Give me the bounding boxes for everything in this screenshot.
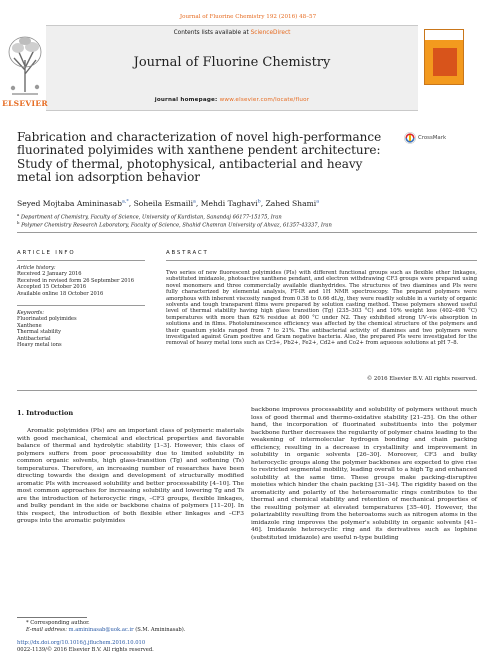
history-line: Received 2 January 2016 xyxy=(17,271,82,278)
author-affiliation-mark[interactable]: a,* xyxy=(121,199,129,205)
divider xyxy=(17,260,145,261)
divider xyxy=(17,390,477,391)
history-line: Accepted 15 October 2016 xyxy=(17,284,87,291)
affiliation-b xyxy=(17,220,477,229)
keywords-heading: Keywords: xyxy=(17,310,45,316)
crossmark-icon[interactable] xyxy=(404,132,416,144)
footnote-label: Corresponding author. xyxy=(30,620,90,626)
affiliation-mark: b xyxy=(17,220,20,225)
history-heading: Article history: xyxy=(17,265,56,271)
footnote-mark: * xyxy=(26,620,29,626)
author-list xyxy=(17,199,477,208)
cover-artwork xyxy=(433,48,457,76)
crossmark-label[interactable]: CrossMark xyxy=(418,135,447,141)
author-name[interactable]: Zahed Shami xyxy=(265,199,317,208)
author-affiliation-mark[interactable]: b xyxy=(257,199,261,205)
keyword: Xanthene xyxy=(17,322,42,329)
article-info-heading: ARTICLE INFO xyxy=(17,250,76,256)
contents-prefix: Contents lists available at xyxy=(173,30,251,36)
affiliation-mark: a xyxy=(17,212,20,217)
email-link[interactable]: m.amininasab@uok.ac.ir xyxy=(68,626,134,633)
journal-reference[interactable]: Journal of Fluorine Chemistry 192 (2016) 48–57 xyxy=(179,14,317,20)
abstract-text: Two series of new fluorescent polyimides (PIs) with different functional groups such as flexible ether linkages, substituted imidazole, photoactive xanthene pendant, and electron withdrawing CF3 groups were prepared using novel monomers and three commercially available dianhydrides. The structures of two diamines and PIs were fully characterized by elemental analysis, FT-IR and 1H NMR spectroscopy. The prepared polymers were amorphous with inherent viscosity ranged from 0.38 to 0.66 dL/g, they were readily soluble in a variety of organic solvents and tough transparent films were prepared by solution casting method. These polymers showed useful level of thermal stability having high glass transition (Tg) (235–303 °C) and 10% weight loss (402–498 °C) temperatures with more than 62% residue at 800 °C under N2. They exhibited strong UV–vis absorption in solutions and in films. Photoluminescence efficiency was affected by the chemical structure of the polymers and their quantum yields ranged from 7 to 21%. The antibacterial activity of diamines and two polymers were investigated against Gram positive and Gram negative bacteria. Also, the prepared PIs were investigated for the removal of heavy metal ions such as Cr3+, Pb2+, Fe2+, Cd2+ and Co2+ from aqueous solutions at pH 7–8. xyxy=(166,270,477,347)
copyright-notice: © 2016 Elsevier B.V. All rights reserved. xyxy=(366,376,477,382)
issn-line: 0022-1139/© 2016 Elsevier B.V. All rights reserved. xyxy=(17,647,154,653)
body-column-left: Aromatic polyimides (PIs) are an important class of polymeric materials with good mechanical, chemical and electrical properties and favorable balance of thermal and hydrolytic stability [1–3]. However, this class of polymers suffers from poor processability due to limited solubility in common organic solvents, high glass-transition (Tg) and softening (Ts) temperatures. Therefore, an increasing number of researches have been directing towards the design and development of structurally modified aromatic PIs with increased solubility and better processability [4–10]. The most common approaches for increasing solubility and lowering Tg and Ts are the introduction of heterocyclic rings, –CF3 groups, flexible linkages, and bulky pendant in the side or backbone chains of polymers [11–20]. In this respect, the introduction of both flexible ether linkages and –CF3 groups into the aromatic polyimides xyxy=(17,428,244,524)
author-separator: , xyxy=(128,199,134,208)
cover-band xyxy=(425,30,463,40)
author-affiliation-mark[interactable]: a xyxy=(316,199,320,205)
doi-link[interactable]: http://dx.doi.org/10.1016/j.jfluchem.2016.10.010 xyxy=(17,640,146,646)
abstract-heading: ABSTRACT xyxy=(166,250,209,256)
publisher-name: ELSEVIER xyxy=(2,99,48,108)
affiliation-text: Department of Chemistry, Faculty of Science, University of Kurdistan, Sanandaj 66177-15175, Iran xyxy=(20,214,282,221)
author-affiliation-mark[interactable]: a xyxy=(193,199,196,205)
footnote-divider xyxy=(17,617,87,618)
journal-cover-image[interactable] xyxy=(424,29,464,85)
journal-homepage xyxy=(46,97,418,103)
keyword: Fluorinated polyimides xyxy=(17,316,77,323)
contents-line xyxy=(46,30,418,36)
elsevier-tree-logo xyxy=(4,30,46,100)
author-name[interactable]: Mehdi Taghavi xyxy=(200,199,258,208)
divider xyxy=(17,232,477,233)
email-label: E-mail address: xyxy=(26,626,69,633)
article-history xyxy=(17,265,147,297)
keyword: Antibacterial xyxy=(17,335,51,342)
email-suffix: (S.M. Amininasab). xyxy=(133,626,186,633)
author-name[interactable]: Soheila Esmaili xyxy=(133,199,194,208)
homepage-prefix: journal homepage: xyxy=(154,97,220,103)
author-separator: , xyxy=(195,199,201,208)
article-title: Fabrication and characterization of novel high-performance fluorinated polyimides with xanthene pendent architecture: Study of thermal, photophysical, antibacterial and heavy metal ion adsorption behavior xyxy=(17,130,382,185)
journal-title[interactable]: Journal of Fluorine Chemistry xyxy=(133,55,331,70)
keywords xyxy=(17,310,147,348)
author-name[interactable]: Seyed Mojtaba Amininasab xyxy=(17,199,122,208)
sciencedirect-link[interactable]: ScienceDirect xyxy=(250,30,291,36)
history-line: Received in revised form 26 September 2016 xyxy=(17,277,134,284)
history-line: Available online 18 October 2016 xyxy=(17,290,104,297)
divider xyxy=(17,305,145,306)
keyword: Thermal stability xyxy=(17,329,62,336)
affiliation-text: Polymer Chemistry Research Laboratory, Faculty of Science, Shahid Chamran University of Ahvaz, 61357-43337, Iran xyxy=(21,222,332,229)
body-column-right: backbone improves processability and solubility of polymers without much loss of good thermal and thermo-oxidative stability [21–25]. On the other hand, the incorporation of fluorinated substituents into the polymer backbone further decreases the regularity of polymer chains leading to the weakening of intermolecular hydrogen bonding and chain packing efficiency, resulting in a decrease in crystallinity and improvement in solubility in organic solvents [26–30]. Moreover, CF3 and bulky heterocyclic groups along the polymer backbones are expected to give rise to restricted segmental mobility, leading overall to a high Tg and enhanced solubility at the same time. These groups make packing-disruptive moieties which hinder the chain packing [31–34]. The rigidity based on the aromaticity and polarity of the heteroaromatic rings contributes to the thermal and chemical stability and retention of mechanical properties of the resulting polymer at elevated temperatures [35–40]. However, the polarizability resulting from the heteroatoms such as nitrogen atoms in the imidazole ring improves the polymer's solubility in organic solvents [41–46]. Imidazole heterocyclic ring and its derivatives such as lophine (substituted imidazole) are useful n-type building xyxy=(251,407,477,541)
divider xyxy=(166,260,477,261)
corresponding-author-footnote xyxy=(26,620,246,633)
keyword: Heavy metal ions xyxy=(17,342,62,349)
homepage-link[interactable]: www.elsevier.com/locate/fluor xyxy=(219,97,310,103)
section-heading: 1. Introduction xyxy=(17,409,74,417)
author-separator: , xyxy=(260,199,266,208)
